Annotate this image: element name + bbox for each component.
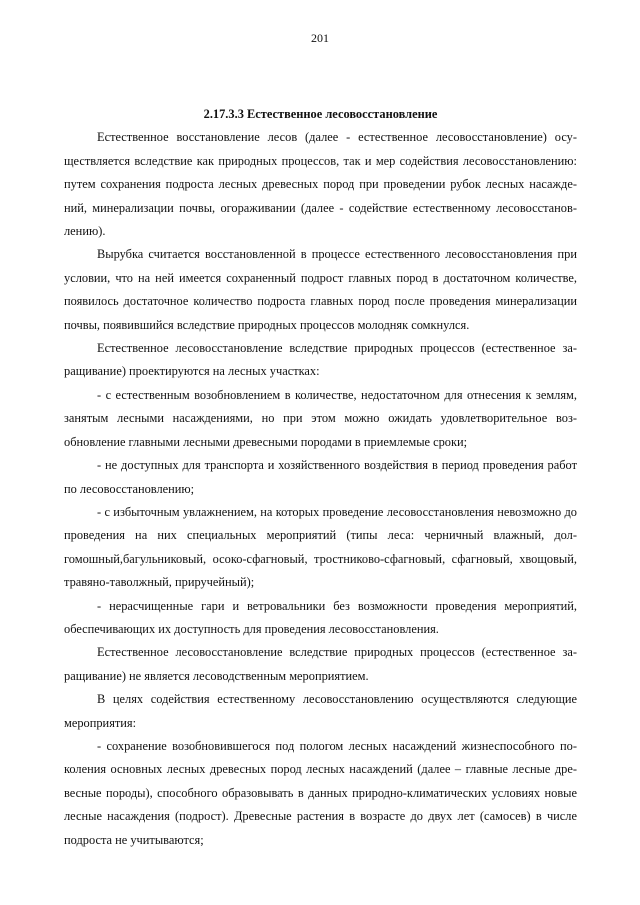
page-content (64, 103, 577, 852)
list-item-waterlogged: - с избыточным увлажнением, на которых проведение лесовосстановления невозможно до проведения на них специальных мероприятий (типы леса: черничный влажный, долгомошный,багульниковый, осоко-сфагновый, тростниково-сфагновый, сфагновый, хвощовый, травяно-таволжный, приручейный); (64, 504, 577, 590)
paragraph-not-silvicultural: Естественное лесовосстановление вследствие природных процессов (естественное заращивание) не является лесоводственным мероприятием. (64, 645, 577, 683)
paragraph-natural-overgrowth: Естественное лесовосстановление вследствие природных процессов (естественное заращивание) проектируются на лесных участках: (64, 341, 577, 379)
paragraph-assistance-measures: В целях содействия естественному лесовосстановлению осуществляются следующие мероприятия: (64, 692, 577, 730)
paragraph-intro: Естественное восстановление лесов (далее - естественное лесовосстановление) осуществляется вследствие как природных процессов, так и мер содействия лесовосстановлению: путем сохранения подроста лесных древесных пород при проведении рубок лесных насаждений, минерализации почвы, огораживании (далее - содействие естественному лесовосстановлению). (64, 130, 577, 239)
page-number: 201 (311, 31, 329, 45)
section-heading: 2.17.3.3 Естественное лесовосстановление (203, 107, 438, 121)
list-item-inaccessible: - не доступных для транспорта и хозяйственного воздействия в период проведения работ по лесовосстановлению; (64, 458, 577, 496)
paragraph-clearing: Вырубка считается восстановленной в процессе естественного лесовосстановления при условии, что на ней имеется сохраненный подрост главных пород в достаточном количестве, появилось достаточное количество подроста главных пород после проведения минерализации почвы, появившийся вследствие природных процессов молодняк сомкнулся. (64, 247, 577, 332)
list-item-natural-renewal: - с естественным возобновлением в количестве, недостаточном для отнесения к землям, занятым лесными насаждениями, но при этом можно ожидать удовлетворительное возобновление главными лесными древесными породами в приемлемые сроки; (64, 387, 577, 449)
list-item-undergrowth-preservation: - сохранение возобновившегося под пологом лесных насаждений жизнеспособного поколения основных лесных древесных пород лесных насаждений (далее – главные лесные древесные породы), способного образовывать в данных природно-климатических условиях новые лесные насаждения (подрост). Древесные растения в возрасте до двух лет (самосев) в числе подроста не учитываются; (64, 738, 577, 847)
list-item-burnt-areas: - нерасчищенные гари и ветровальники без возможности проведения мероприятий, обеспечивающих их доступность для проведения лесовосстановления. (64, 598, 577, 636)
